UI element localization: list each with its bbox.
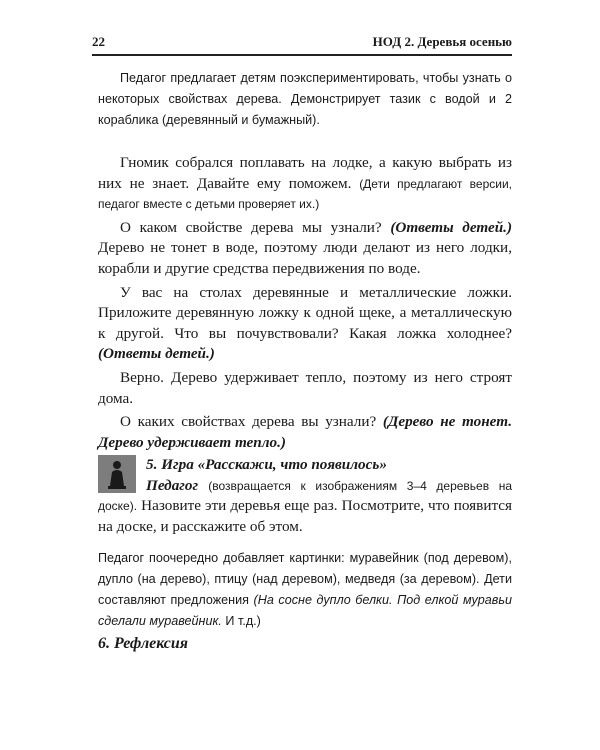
story-p2-answer: (Ответы детей.)	[390, 218, 513, 236]
story-p5-answer: (Дерево не тонет. Дерево удерживает тепло.)	[98, 413, 513, 451]
story-p2-question: О каком свойстве дерева мы узнали?	[120, 218, 382, 236]
story-section	[98, 153, 512, 456]
game-icon	[98, 455, 136, 493]
story-paragraph-1	[98, 153, 512, 215]
game-heading: 5. Игра «Расскажи, что появилось»	[146, 456, 387, 473]
game-teacher-label: Педагог	[146, 476, 199, 494]
story-paragraph-3	[98, 283, 512, 365]
header-rule	[92, 54, 512, 56]
game-text	[98, 455, 512, 537]
story-p1-note: (Дети предлагают версии, педагог вместе с детьми проверяет их.)	[98, 176, 512, 212]
story-p2-rest: Дерево не тонет в воде, поэтому люди делают из него лодки, корабли и другие средства передвижения по воде.	[98, 239, 512, 277]
story-paragraph-2	[98, 218, 512, 280]
game-section	[98, 455, 512, 537]
story-paragraph-5	[98, 412, 512, 453]
story-p5-question: О каких свойствах дерева вы узнали?	[120, 413, 377, 431]
story-p1-main: Гномик собрался поплавать на лодке, а какую выбрать из них не знает. Давайте ему поможем.	[98, 154, 512, 192]
game-note-main: Педагог поочередно добавляет картинки: муравейник (под деревом), дупло (на дерево), птицу (над деревом), медведя (за деревом). Дети составляют предложения	[98, 551, 512, 607]
story-p3-answer: (Ответы детей.)	[98, 345, 215, 363]
reflection-heading: 6. Рефлексия	[98, 635, 189, 652]
story-paragraph-4: Верно. Дерево удерживает тепло, поэтому из него строят дома.	[98, 368, 512, 407]
game-note-example: (На сосне дупло белки. Под елкой муравьи сделали муравейник.	[98, 593, 512, 628]
game-speech: Назовите эти деревья еще раз. Посмотрите, что появится на доске, и расскажите об этом.	[98, 497, 512, 535]
story-p3-main: У вас на столах деревянные и металлические ложки. Приложите деревянную ложку к одной щеке, а металлическую к другой. Что вы почувствовали? Какая ложка холоднее?	[98, 283, 512, 342]
page-header	[92, 34, 512, 56]
game-note-tail: И т.д.)	[225, 614, 261, 628]
game-note	[98, 548, 512, 632]
game-remark: (возвращается к изображениям 3–4 деревьев на доске).	[98, 478, 513, 514]
running-title: НОД 2. Деревья осенью	[372, 34, 512, 49]
page-number: 22	[92, 34, 105, 49]
intro-paragraph: Педагог предлагает детям поэкспериментировать, чтобы узнать о некоторых свойствах дерева. Демонстрирует тазик с водой и 2 кораблика (деревянный и бумажный).	[98, 71, 512, 127]
